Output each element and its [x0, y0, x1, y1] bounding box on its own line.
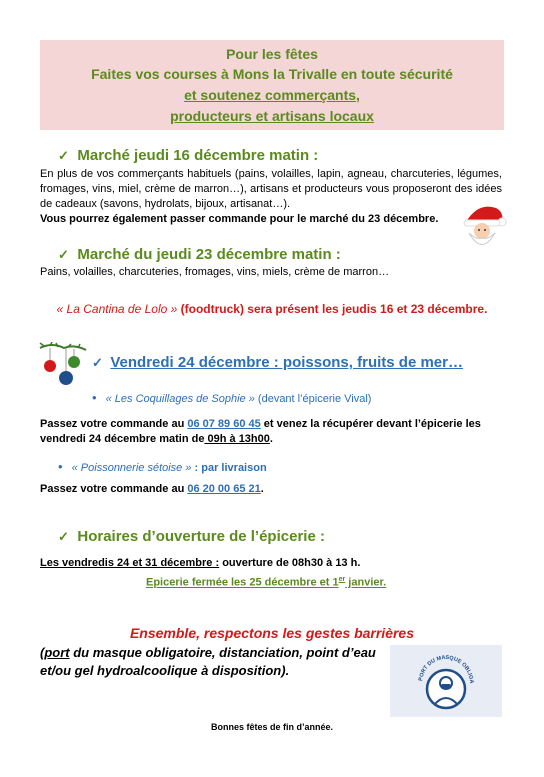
market-16-description: En plus de vos commerçants habituels (pains, volailles, lapin, agneau, charcuteries, légumes, fromages, vins, miel, crème de marron…), artisans et producteurs vous proposeront des idées de cadeaux (savons, hydrolats, bijoux, artisanat…).	[40, 168, 502, 210]
section-opening-hours	[58, 528, 325, 546]
christmas-ornaments-icon	[38, 342, 88, 394]
opening-hours-line: Les vendredis 24 et 31 décembre : ouverture de 08h30 à 13 h.	[40, 557, 361, 569]
check-icon: ✓	[92, 355, 103, 370]
banner-line-2: Faites vos courses à Mons la Trivalle en toute sécurité	[91, 66, 453, 82]
banner-line-1: Pour les fêtes	[226, 46, 318, 62]
foodtruck-note: « La Cantina de Lolo » (foodtruck) sera présent les jeudis 16 et 23 décembre.	[56, 302, 488, 316]
santa-icon	[456, 200, 508, 252]
poissonnerie-order-line: Passez votre commande au 06 20 00 65 21.	[40, 483, 264, 495]
section-title: Marché jeudi 16 décembre matin :	[77, 147, 319, 164]
check-icon: ✓	[58, 247, 69, 262]
market-23-description: Pains, volailles, charcuteries, fromages, vins, miels, crème de marron…	[40, 266, 390, 278]
list-item-poissonnerie: • « Poissonnerie sétoise » : par livraison	[58, 459, 267, 474]
banner-line-4: producteurs et artisans locaux	[170, 108, 374, 124]
barrier-title: Ensemble, respectons les gestes barrières	[129, 625, 415, 641]
barrier-line-1: (port du masque obligatoire, distanciation, point d’eau	[40, 645, 376, 660]
coquillages-order-line-1: Passez votre commande au 06 07 89 60 45 et venez la récupérer devant l’épicerie les	[40, 418, 481, 430]
mask-icon	[390, 645, 502, 717]
check-icon: ✓	[58, 148, 69, 163]
bullet-icon: •	[92, 390, 97, 405]
section-title: Marché du jeudi 23 décembre matin :	[77, 246, 341, 263]
section-title: Horaires d’ouverture de l’épicerie :	[77, 528, 325, 545]
phone-link[interactable]: 06 20 00 65 21	[187, 483, 261, 495]
barrier-line-2: et/ou gel hydroalcoolique à disposition).	[40, 663, 290, 678]
banner-line-3: et soutenez commerçants,	[184, 87, 360, 103]
section-title: Vendredi 24 décembre : poissons, fruits de mer…	[110, 354, 463, 371]
coquillages-order-line-2: vendredi 24 décembre matin de 09h à 13h00.	[40, 433, 273, 445]
phone-link[interactable]: 06 07 89 60 45	[187, 418, 261, 430]
list-item-coquillages: • « Les Coquillages de Sophie » (devant l’épicerie Vival)	[92, 390, 372, 405]
bullet-icon: •	[58, 459, 63, 474]
footer-greeting: Bonnes fêtes de fin d’année.	[210, 722, 334, 732]
foodtruck-name: « La Cantina de Lolo »	[56, 302, 178, 316]
section-friday-24	[92, 354, 463, 372]
section-market-16	[58, 147, 318, 165]
closed-days-line: Epicerie fermée les 25 décembre et 1er janvier.	[146, 576, 387, 589]
market-16-order-note: Vous pourrez également passer commande pour le marché du 23 décembre.	[40, 213, 439, 225]
section-market-23	[58, 246, 341, 264]
badge-text: PORT DU MASQUE OBLIGA	[418, 654, 475, 684]
mask-badge	[390, 645, 502, 717]
title-banner	[40, 40, 504, 130]
check-icon: ✓	[58, 529, 69, 544]
